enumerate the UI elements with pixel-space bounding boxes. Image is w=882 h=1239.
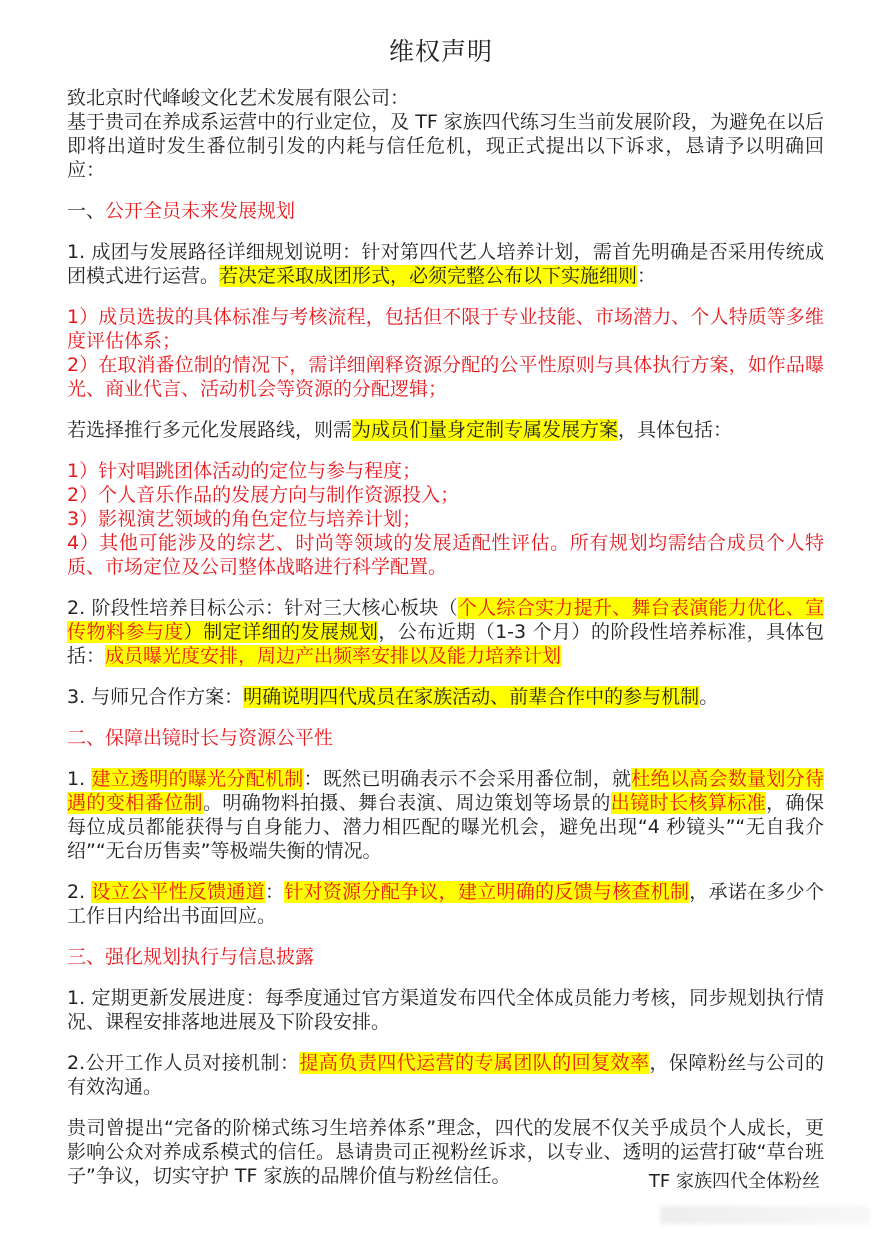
red-text-segment: 2）个人音乐作品的发展方向与制作资源投入；: [67, 484, 460, 506]
red-text-segment: 二、保障出镜时长与资源公平性: [67, 727, 334, 749]
text-segment: ，承诺在多少个工作日内给出书面回应。: [67, 881, 824, 927]
text-segment: 基于贵司在养成系运营中的行业定位，及 TF 家族四代练习生当前发展阶段，为避免在以后即将出道时发生番位制引发的内耗与信任危机，现正式提出以下诉求，恳请予以明确回应：: [67, 111, 824, 181]
red-text-segment: 4）其他可能涉及的综艺、时尚等领域的发展适配性评估。所有规划均需结合成员个人特质、市场定位及公司整体战略进行科学配置。: [67, 532, 824, 578]
text-segment: 3. 与师兄合作方案：: [67, 686, 244, 708]
text-segment: 1. 成团与发展路径详细规划说明：针对第四代艺人培养计划，需首先明确是否采用传统成团模式进行运营。: [67, 241, 824, 287]
text-segment: ，具体包括：: [618, 419, 733, 441]
text-segment: 。明确物料拍摄、舞台表演、周边策划等场景的: [202, 792, 611, 814]
red-text-segment: 公开全员未来发展规划: [105, 200, 296, 222]
text-segment: 2.公开工作人员对接机制：: [67, 1052, 300, 1074]
text-segment: 致北京时代峰峻文化艺术发展有限公司：: [67, 87, 410, 109]
text-segment: ：既然已明确表示不会采用番位制，就: [303, 768, 632, 790]
highlighted-text-segment: 成员曝光度安排，周边产出频率安排以及能力培养计划: [105, 645, 562, 667]
paragraph: [67, 880, 824, 928]
paragraph: [67, 110, 824, 182]
paragraph: [67, 86, 824, 110]
document-title: 维权声明: [388, 37, 493, 66]
text-segment: ，保障粉丝与公司的有效沟通。: [67, 1052, 824, 1098]
paragraph: [67, 767, 824, 863]
paragraph: [67, 945, 824, 969]
paragraph: [67, 596, 824, 668]
paragraph: [67, 353, 824, 401]
highlighted-text-segment: 出镜时长核算标准: [610, 792, 767, 814]
text-segment: 2. 阶段性培养目标公示：针对三大核心板块（: [67, 597, 458, 619]
highlighted-text-segment: 杜绝以高会数量划分待遇的变相番位制: [67, 768, 824, 814]
paragraph: [67, 1051, 824, 1099]
paragraph: [67, 483, 824, 507]
paragraph: [67, 685, 824, 709]
highlighted-text-segment: 设立公平性反馈通道: [91, 881, 266, 903]
highlighted-text-segment: 建立透明的曝光分配机制: [91, 768, 304, 790]
paragraph: [67, 986, 824, 1034]
text-segment: 。: [699, 686, 719, 708]
paragraph: [67, 507, 824, 531]
text-segment: 若选择推行多元化发展路线，则需: [67, 419, 353, 441]
red-text-segment: 1）成员选拔的具体标准与考核流程，包括但不限于专业技能、市场潜力、个人特质等多维度评估体系；: [67, 306, 824, 352]
paragraph: [67, 418, 824, 442]
paragraph: [67, 726, 824, 750]
text-segment: 贵司曾提出“完备的阶梯式练习生培养体系”理念，四代的发展不仅关乎成员个人成长，更影响公众对养成系模式的信任。恳请贵司正视粉丝诉求，以专业、透明的运营打破“草台班子”争议，切实守护 TF 家族的品牌价值与粉丝信任。: [67, 1117, 824, 1187]
highlighted-text-segment: 个人综合实力提升、舞台表演能力优化、宣传物料参与度: [67, 597, 824, 643]
red-text-segment: 1）针对唱跳团体活动的定位与参与程度；: [67, 460, 422, 482]
text-segment: 1. 定期更新发展进度：每季度通过官方渠道发布四代全体成员能力考核，同步规划执行情况、课程安排落地进展及下阶段安排。: [67, 987, 824, 1033]
highlighted-text-segment: 为成员们量身定制专属发展方案: [352, 419, 619, 441]
document-body: [67, 86, 824, 1205]
text-segment: 2.: [67, 881, 92, 903]
paragraph: [67, 305, 824, 353]
red-text-segment: 3）影视演艺领域的角色定位与培养计划；: [67, 508, 422, 530]
red-text-segment: 2）在取消番位制的情况下，需详细阐释资源分配的公平性原则与具体执行方案，如作品曝光、商业代言、活动机会等资源的分配逻辑；: [67, 354, 824, 400]
paragraph: [67, 240, 824, 288]
highlighted-text-segment: 提高负责四代运营的专属团队的回复效率: [299, 1052, 650, 1074]
highlighted-text-segment: ）制定详细的发展规划: [183, 621, 379, 643]
paragraph: [67, 531, 824, 579]
text-segment: ：: [265, 881, 285, 903]
text-segment: 1.: [67, 768, 92, 790]
paragraph: [67, 199, 824, 223]
text-segment: 一、: [67, 200, 106, 222]
highlighted-text-segment: 明确说明四代成员在家族活动、前辈合作中的参与机制: [243, 686, 700, 708]
text-segment: ：: [637, 265, 657, 287]
signature: TF 家族四代全体粉丝: [648, 1171, 820, 1192]
red-text-segment: 三、强化规划执行与信息披露: [67, 946, 315, 968]
paragraph: [67, 459, 824, 483]
highlighted-text-segment: 针对资源分配争议，建立明确的反馈与核查机制: [284, 881, 690, 903]
watermark: [660, 1206, 870, 1224]
text-segment: ，公布近期（1-3 个月）的阶段性培养标准，具体包括：: [67, 621, 824, 667]
text-segment: ，确保每位成员都能获得与自身能力、潜力相匹配的曝光机会，避免出现“4 秒镜头”“无自我介绍”“无台历售卖”等极端失衡的情况。: [67, 792, 824, 862]
highlighted-text-segment: 若决定采取成团形式，必须完整公布以下实施细则: [219, 265, 638, 287]
